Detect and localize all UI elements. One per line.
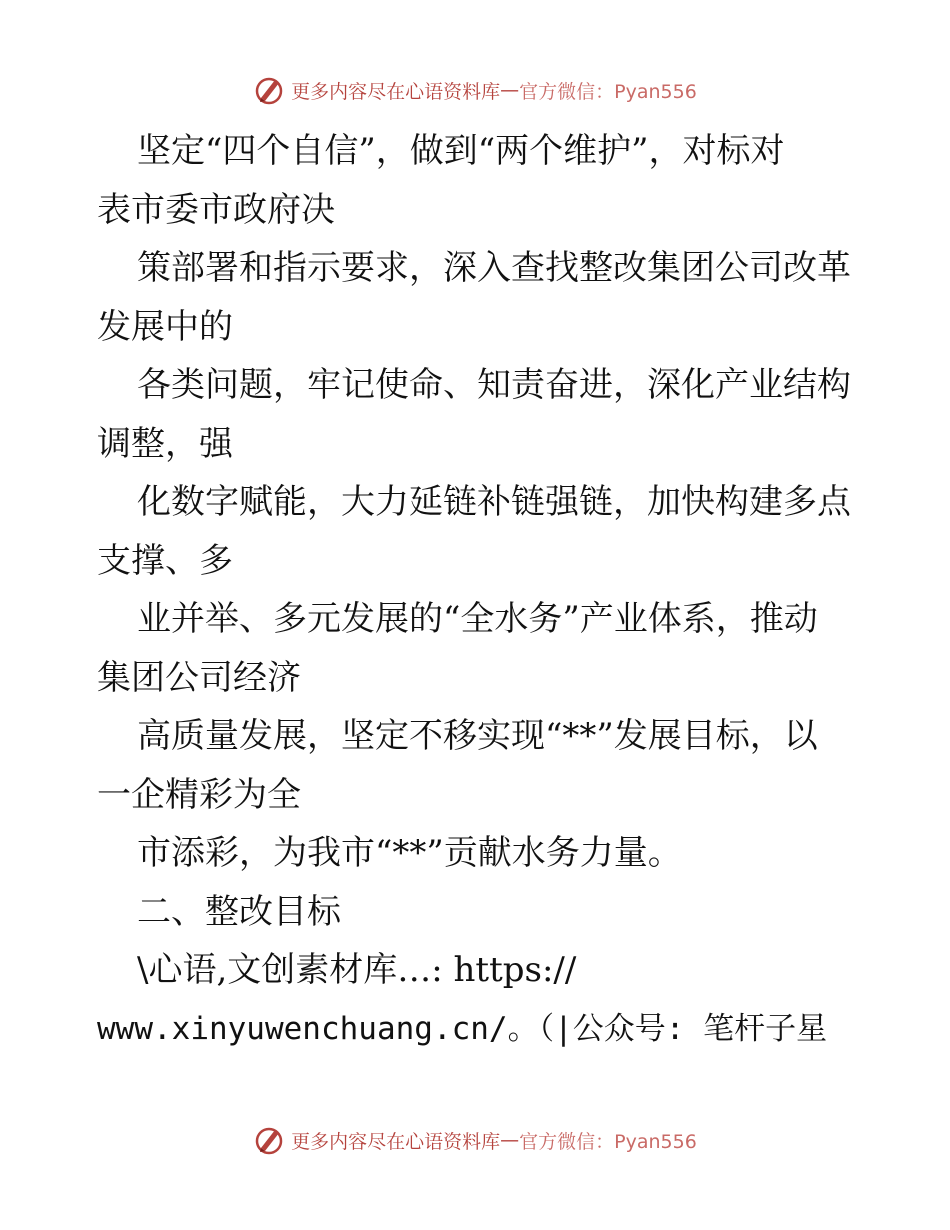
- text-line: 表市委市政府决: [97, 189, 335, 230]
- text-line: 高质量发展，坚定不移实现“**”发展目标，以: [137, 716, 818, 756]
- banner-wechat: 官方微信：Pyan556: [519, 1130, 697, 1153]
- banner-separator: —: [500, 79, 520, 101]
- text-line: 二、整改目标: [137, 891, 341, 932]
- text-line: 策部署和指示要求，深入查找整改集团公司改革: [137, 248, 851, 288]
- banner-text: 更多内容尽在心语资料库: [291, 80, 501, 103]
- text-line: 各类问题，牢记使命、知责奋进，深化产业结构: [137, 365, 851, 405]
- text-line: 支撑、多: [97, 540, 233, 581]
- text-line: 业并举、多元发展的“全水务”产业体系，推动: [137, 599, 818, 639]
- text-line: 集团公司经济: [97, 657, 301, 698]
- banner-text: 更多内容尽在心语资料库: [291, 1130, 501, 1153]
- header-banner: [0, 70, 950, 110]
- text-line: 一企精彩为全: [97, 774, 301, 815]
- text-line: www.xinyuwenchuang.cn/。（|公众号: 笔杆子星: [97, 1010, 828, 1047]
- body-text: [97, 122, 857, 1058]
- text-line: 市添彩，为我市“**”贡献水务力量。: [137, 833, 682, 873]
- text-line: 调整，强: [97, 423, 233, 464]
- text-line: 坚定“四个自信”，做到“两个维护”，对标对: [137, 131, 785, 171]
- text-line: 发展中的: [97, 306, 233, 347]
- footer-banner: [0, 1120, 950, 1160]
- text-line: 化数字赋能，大力延链补链强链，加快构建多点: [137, 482, 851, 522]
- banner-separator: —: [500, 1129, 520, 1151]
- pen-logo-icon: [253, 1124, 285, 1156]
- text-line: \心语,文创素材库…: https://: [137, 950, 577, 990]
- banner-wechat: 官方微信：Pyan556: [519, 80, 697, 103]
- pen-logo-icon: [253, 74, 285, 106]
